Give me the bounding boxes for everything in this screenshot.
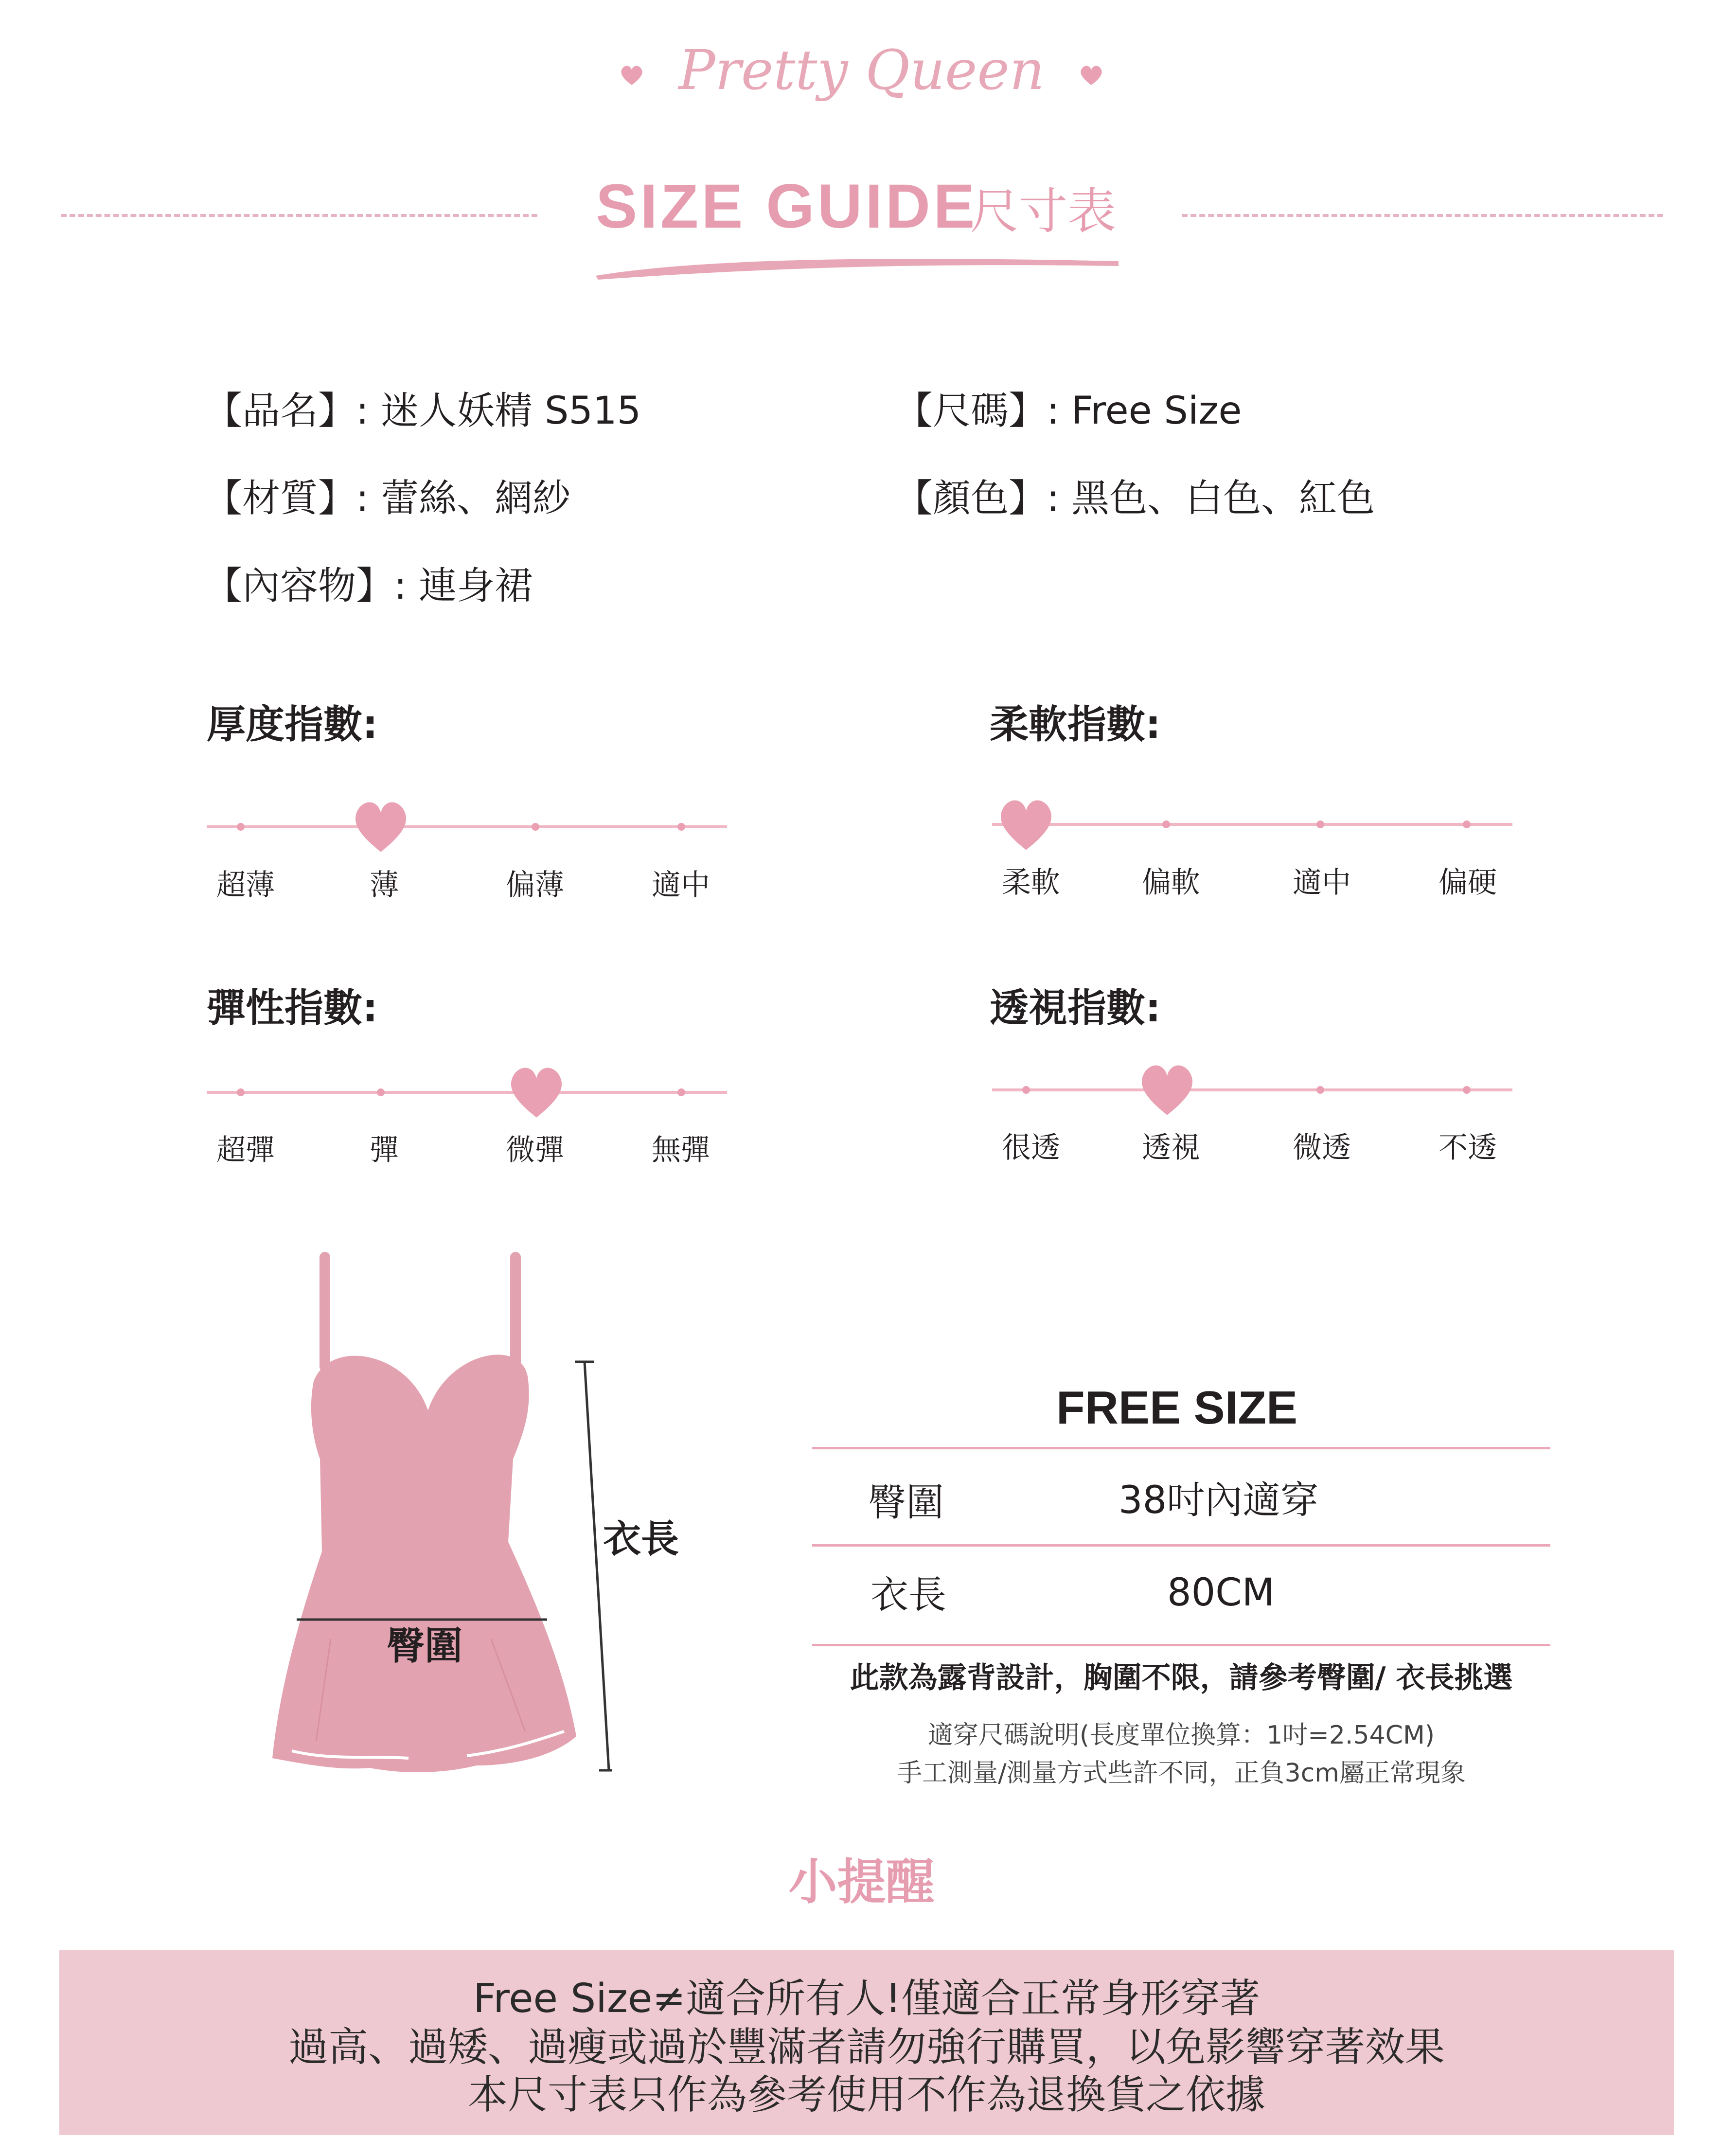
- reminder-title: 小提醒: [788, 1853, 935, 1910]
- table-rule: [812, 1644, 1550, 1646]
- table-rule: [812, 1544, 1550, 1547]
- elasticity-scale-line: [207, 1091, 727, 1094]
- fine-print: 手工測量/測量方式些許不同，正負3cm屬正常現象: [897, 1759, 1466, 1788]
- elasticity-heart-marker: [502, 1059, 570, 1123]
- elasticity-label: 無彈: [652, 1133, 710, 1167]
- sheerness-heart-marker: [1133, 1057, 1201, 1120]
- reminder-line: 過高、過矮、過瘦或過於豐滿者請勿強行購買，以免影響穿著效果: [288, 2024, 1445, 2070]
- softness-label: 適中: [1293, 866, 1351, 900]
- scale-dot: [237, 1088, 245, 1096]
- product-name: 【品名】: 迷人妖精 S515: [204, 389, 641, 433]
- brush-underline: [593, 246, 1123, 285]
- thickness-index-title: 厚度指數:: [207, 702, 378, 747]
- product-size: 【尺碼】: Free Size: [895, 389, 1242, 433]
- scale-dot: [1463, 1086, 1471, 1094]
- fine-print: 適穿尺碼說明(長度單位換算：1吋=2.54CM): [927, 1721, 1435, 1750]
- thickness-label: 薄: [370, 868, 399, 902]
- table-rule: [812, 1447, 1550, 1449]
- softness-label: 柔軟: [1002, 866, 1060, 900]
- length-label: 衣長: [603, 1517, 679, 1561]
- elasticity-label: 微彈: [506, 1133, 564, 1167]
- dashed-divider-right: [1182, 214, 1663, 217]
- sheerness-label: 很透: [1002, 1131, 1060, 1165]
- scale-dot: [1463, 820, 1471, 828]
- thickness-heart-marker: [347, 794, 415, 857]
- dashed-divider-left: [61, 214, 537, 217]
- elasticity-index-title: 彈性指數:: [207, 985, 378, 1031]
- sheerness-label: 微透: [1293, 1131, 1351, 1165]
- scale-dot: [677, 823, 685, 831]
- length-measure-line: [574, 1359, 613, 1773]
- reminder-line: Free Size≠適合所有人!僅適合正常身形穿著: [473, 1976, 1260, 2022]
- scale-dot: [237, 823, 245, 831]
- scale-dot: [532, 823, 539, 831]
- page-title: SIZE GUIDE: [596, 172, 978, 241]
- sheerness-label: 透視: [1142, 1131, 1200, 1165]
- thickness-label: 適中: [652, 868, 710, 902]
- size-table-title: FREE SIZE: [1056, 1382, 1298, 1434]
- thickness-label: 偏薄: [506, 868, 564, 902]
- thickness-scale-line: [207, 825, 727, 828]
- softness-index-title: 柔軟指數:: [990, 702, 1161, 747]
- size-note: 此款為露背設計，胸圍不限，請參考臀圍/ 衣長挑選: [850, 1661, 1513, 1695]
- page-subtitle: 尺寸表: [970, 183, 1116, 240]
- product-colors: 【顏色】: 黑色、白色、紅色: [895, 477, 1375, 520]
- table-row-label: 臀圍: [868, 1481, 944, 1525]
- sheerness-scale-line: [992, 1088, 1512, 1091]
- table-row-value: 80CM: [1167, 1571, 1275, 1615]
- scale-dot: [1316, 820, 1324, 828]
- reminder-line: 本尺寸表只作為參考使用不作為退換貨之依據: [467, 2072, 1265, 2118]
- softness-heart-marker: [992, 792, 1060, 855]
- brand-name: Pretty Queen: [678, 39, 1045, 102]
- softness-label: 偏軟: [1142, 866, 1200, 900]
- softness-scale-line: [992, 823, 1512, 826]
- scale-dot: [1162, 820, 1170, 828]
- heart-icon: [1079, 62, 1104, 88]
- brand-header: [0, 34, 1723, 107]
- scale-dot: [377, 1088, 385, 1096]
- elasticity-label: 超彈: [216, 1133, 275, 1167]
- hip-label: 臀圍: [387, 1624, 463, 1668]
- product-contents: 【內容物】: 連身裙: [204, 564, 533, 608]
- heart-icon: [619, 62, 644, 88]
- thickness-label: 超薄: [216, 868, 275, 902]
- table-row-label: 衣長: [870, 1573, 947, 1617]
- elasticity-label: 彈: [370, 1133, 399, 1167]
- table-row-value: 38吋內適穿: [1119, 1479, 1319, 1522]
- softness-label: 偏硬: [1439, 866, 1497, 900]
- scale-dot: [1316, 1086, 1324, 1094]
- product-material: 【材質】: 蕾絲、網紗: [204, 477, 571, 520]
- sheerness-index-title: 透視指數:: [990, 985, 1161, 1031]
- scale-dot: [677, 1088, 685, 1096]
- sheerness-label: 不透: [1439, 1131, 1497, 1165]
- scale-dot: [1022, 1086, 1030, 1094]
